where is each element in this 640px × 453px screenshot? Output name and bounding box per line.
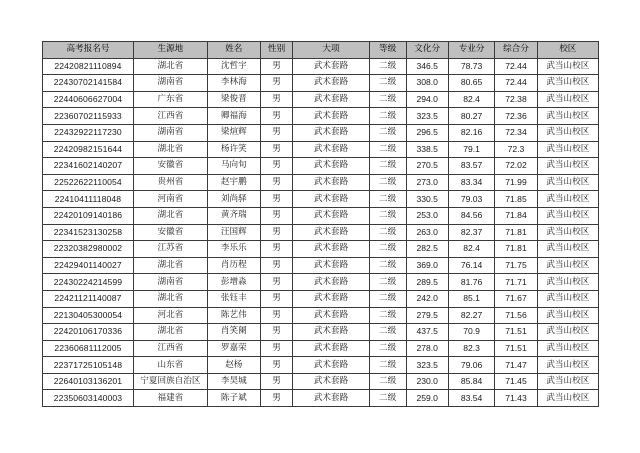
cell-culture-score: 278.0 bbox=[406, 340, 448, 357]
cell-culture-score: 323.5 bbox=[406, 357, 448, 374]
cell-major: 武术套路 bbox=[293, 241, 369, 258]
cell-professional-score: 82.4 bbox=[448, 91, 495, 108]
cell-professional-score: 83.57 bbox=[448, 158, 495, 175]
cell-name: 杨许笑 bbox=[207, 141, 260, 158]
header-level: 等级 bbox=[369, 42, 406, 59]
cell-total-score: 72.3 bbox=[495, 141, 537, 158]
cell-level: 二级 bbox=[369, 241, 406, 258]
cell-origin: 江西省 bbox=[133, 340, 207, 357]
cell-name: 陈子斌 bbox=[207, 390, 260, 407]
cell-name: 马向旬 bbox=[207, 158, 260, 175]
cell-level: 二级 bbox=[369, 257, 406, 274]
cell-major: 武术套路 bbox=[293, 158, 369, 175]
cell-culture-score: 338.5 bbox=[406, 141, 448, 158]
cell-culture-score: 253.0 bbox=[406, 207, 448, 224]
table-row bbox=[43, 307, 599, 324]
cell-campus: 武当山校区 bbox=[537, 207, 598, 224]
cell-professional-score: 80.27 bbox=[448, 108, 495, 125]
cell-name: 李林海 bbox=[207, 75, 260, 92]
cell-major: 武术套路 bbox=[293, 174, 369, 191]
cell-name: 肖历程 bbox=[207, 257, 260, 274]
cell-major: 武术套路 bbox=[293, 108, 369, 125]
table-row bbox=[43, 290, 599, 307]
cell-major: 武术套路 bbox=[293, 141, 369, 158]
cell-origin: 宁夏回族自治区 bbox=[133, 373, 207, 390]
table-row bbox=[43, 141, 599, 158]
cell-professional-score: 78.73 bbox=[448, 58, 495, 75]
cell-total-score: 72.44 bbox=[495, 75, 537, 92]
cell-origin: 河南省 bbox=[133, 191, 207, 208]
header-professional-score: 专业分 bbox=[448, 42, 495, 59]
cell-culture-score: 308.0 bbox=[406, 75, 448, 92]
cell-origin: 湖北省 bbox=[133, 141, 207, 158]
cell-level: 二级 bbox=[369, 124, 406, 141]
cell-total-score: 71.51 bbox=[495, 340, 537, 357]
cell-level: 二级 bbox=[369, 274, 406, 291]
cell-campus: 武当山校区 bbox=[537, 224, 598, 241]
cell-exam-id: 22410411118048 bbox=[43, 191, 134, 208]
cell-exam-id: 22430224214599 bbox=[43, 274, 134, 291]
table-row bbox=[43, 373, 599, 390]
cell-name: 罗嘉荣 bbox=[207, 340, 260, 357]
cell-campus: 武当山校区 bbox=[537, 124, 598, 141]
cell-gender: 男 bbox=[260, 390, 293, 407]
cell-culture-score: 437.5 bbox=[406, 324, 448, 341]
cell-exam-id: 22341602140207 bbox=[43, 158, 134, 175]
cell-level: 二级 bbox=[369, 224, 406, 241]
cell-origin: 江苏省 bbox=[133, 241, 207, 258]
table-row bbox=[43, 207, 599, 224]
cell-major: 武术套路 bbox=[293, 75, 369, 92]
cell-level: 二级 bbox=[369, 191, 406, 208]
cell-culture-score: 296.5 bbox=[406, 124, 448, 141]
table-row bbox=[43, 124, 599, 141]
table-row bbox=[43, 91, 599, 108]
cell-level: 二级 bbox=[369, 174, 406, 191]
cell-professional-score: 82.4 bbox=[448, 241, 495, 258]
cell-professional-score: 85.84 bbox=[448, 373, 495, 390]
header-origin: 生源地 bbox=[133, 42, 207, 59]
cell-exam-id: 22640103136201 bbox=[43, 373, 134, 390]
cell-name: 梁煊辉 bbox=[207, 124, 260, 141]
cell-major: 武术套路 bbox=[293, 191, 369, 208]
cell-campus: 武当山校区 bbox=[537, 324, 598, 341]
cell-campus: 武当山校区 bbox=[537, 241, 598, 258]
cell-gender: 男 bbox=[260, 58, 293, 75]
cell-major: 武术套路 bbox=[293, 274, 369, 291]
cell-campus: 武当山校区 bbox=[537, 340, 598, 357]
cell-campus: 武当山校区 bbox=[537, 75, 598, 92]
cell-gender: 男 bbox=[260, 158, 293, 175]
cell-professional-score: 82.16 bbox=[448, 124, 495, 141]
cell-gender: 男 bbox=[260, 257, 293, 274]
cell-level: 二级 bbox=[369, 307, 406, 324]
cell-exam-id: 22360681112005 bbox=[43, 340, 134, 357]
cell-gender: 男 bbox=[260, 307, 293, 324]
cell-campus: 武当山校区 bbox=[537, 158, 598, 175]
cell-professional-score: 85.1 bbox=[448, 290, 495, 307]
cell-origin: 湖北省 bbox=[133, 207, 207, 224]
cell-total-score: 71.45 bbox=[495, 373, 537, 390]
cell-campus: 武当山校区 bbox=[537, 373, 598, 390]
cell-origin: 安徽省 bbox=[133, 224, 207, 241]
cell-gender: 男 bbox=[260, 290, 293, 307]
cell-culture-score: 369.0 bbox=[406, 257, 448, 274]
cell-campus: 武当山校区 bbox=[537, 191, 598, 208]
cell-professional-score: 83.34 bbox=[448, 174, 495, 191]
cell-total-score: 71.47 bbox=[495, 357, 537, 374]
table-header bbox=[43, 42, 599, 59]
cell-gender: 男 bbox=[260, 340, 293, 357]
cell-origin: 湖北省 bbox=[133, 324, 207, 341]
cell-origin: 山东省 bbox=[133, 357, 207, 374]
cell-total-score: 71.81 bbox=[495, 241, 537, 258]
cell-origin: 湖北省 bbox=[133, 290, 207, 307]
cell-gender: 男 bbox=[260, 357, 293, 374]
cell-name: 沈哲宇 bbox=[207, 58, 260, 75]
cell-level: 二级 bbox=[369, 207, 406, 224]
cell-professional-score: 82.3 bbox=[448, 340, 495, 357]
cell-major: 武术套路 bbox=[293, 58, 369, 75]
cell-gender: 男 bbox=[260, 108, 293, 125]
cell-major: 武术套路 bbox=[293, 207, 369, 224]
cell-exam-id: 22432922117230 bbox=[43, 124, 134, 141]
admission-list-table bbox=[42, 41, 599, 407]
table-row bbox=[43, 257, 599, 274]
table-row bbox=[43, 324, 599, 341]
cell-level: 二级 bbox=[369, 91, 406, 108]
cell-exam-id: 22429401140027 bbox=[43, 257, 134, 274]
header-exam-id: 高考报名号 bbox=[43, 42, 134, 59]
cell-professional-score: 82.27 bbox=[448, 307, 495, 324]
table-row bbox=[43, 340, 599, 357]
cell-exam-id: 22420106170336 bbox=[43, 324, 134, 341]
cell-professional-score: 84.56 bbox=[448, 207, 495, 224]
cell-campus: 武当山校区 bbox=[537, 290, 598, 307]
cell-culture-score: 282.5 bbox=[406, 241, 448, 258]
cell-origin: 江西省 bbox=[133, 108, 207, 125]
cell-gender: 男 bbox=[260, 324, 293, 341]
cell-major: 武术套路 bbox=[293, 257, 369, 274]
cell-level: 二级 bbox=[369, 340, 406, 357]
cell-culture-score: 259.0 bbox=[406, 390, 448, 407]
cell-campus: 武当山校区 bbox=[537, 357, 598, 374]
cell-name: 汪国辉 bbox=[207, 224, 260, 241]
cell-exam-id: 22350603140003 bbox=[43, 390, 134, 407]
cell-gender: 男 bbox=[260, 191, 293, 208]
header-campus: 校区 bbox=[537, 42, 598, 59]
cell-gender: 男 bbox=[260, 274, 293, 291]
cell-total-score: 72.36 bbox=[495, 108, 537, 125]
cell-total-score: 72.02 bbox=[495, 158, 537, 175]
header-name: 姓名 bbox=[207, 42, 260, 59]
cell-culture-score: 289.5 bbox=[406, 274, 448, 291]
cell-exam-id: 22430702141584 bbox=[43, 75, 134, 92]
cell-gender: 男 bbox=[260, 91, 293, 108]
cell-level: 二级 bbox=[369, 75, 406, 92]
cell-total-score: 71.81 bbox=[495, 224, 537, 241]
cell-name: 肖笑阑 bbox=[207, 324, 260, 341]
cell-major: 武术套路 bbox=[293, 224, 369, 241]
cell-total-score: 71.85 bbox=[495, 191, 537, 208]
cell-professional-score: 76.14 bbox=[448, 257, 495, 274]
cell-campus: 武当山校区 bbox=[537, 174, 598, 191]
cell-culture-score: 270.5 bbox=[406, 158, 448, 175]
cell-culture-score: 263.0 bbox=[406, 224, 448, 241]
cell-total-score: 72.34 bbox=[495, 124, 537, 141]
cell-name: 黄齐瑞 bbox=[207, 207, 260, 224]
cell-professional-score: 79.03 bbox=[448, 191, 495, 208]
cell-level: 二级 bbox=[369, 390, 406, 407]
cell-name: 赵宇鹏 bbox=[207, 174, 260, 191]
table-row bbox=[43, 274, 599, 291]
cell-campus: 武当山校区 bbox=[537, 390, 598, 407]
cell-gender: 男 bbox=[260, 141, 293, 158]
cell-major: 武术套路 bbox=[293, 124, 369, 141]
cell-name: 赵杨 bbox=[207, 357, 260, 374]
table-row bbox=[43, 390, 599, 407]
cell-origin: 湖南省 bbox=[133, 124, 207, 141]
cell-major: 武术套路 bbox=[293, 390, 369, 407]
cell-exam-id: 22420109140186 bbox=[43, 207, 134, 224]
table-row bbox=[43, 75, 599, 92]
cell-professional-score: 80.65 bbox=[448, 75, 495, 92]
cell-name: 李昊城 bbox=[207, 373, 260, 390]
cell-campus: 武当山校区 bbox=[537, 274, 598, 291]
header-major: 大项 bbox=[293, 42, 369, 59]
cell-gender: 男 bbox=[260, 124, 293, 141]
cell-level: 二级 bbox=[369, 324, 406, 341]
header-total-score: 综合分 bbox=[495, 42, 537, 59]
cell-total-score: 71.99 bbox=[495, 174, 537, 191]
cell-total-score: 71.71 bbox=[495, 274, 537, 291]
table-row bbox=[43, 224, 599, 241]
cell-major: 武术套路 bbox=[293, 290, 369, 307]
table-row bbox=[43, 357, 599, 374]
cell-origin: 福建省 bbox=[133, 390, 207, 407]
cell-major: 武术套路 bbox=[293, 307, 369, 324]
cell-level: 二级 bbox=[369, 141, 406, 158]
cell-gender: 男 bbox=[260, 224, 293, 241]
table-body bbox=[43, 58, 599, 406]
cell-culture-score: 323.5 bbox=[406, 108, 448, 125]
cell-exam-id: 22130405300054 bbox=[43, 307, 134, 324]
cell-culture-score: 242.0 bbox=[406, 290, 448, 307]
table-row bbox=[43, 58, 599, 75]
cell-exam-id: 22341523130258 bbox=[43, 224, 134, 241]
cell-exam-id: 22371725105148 bbox=[43, 357, 134, 374]
table-row bbox=[43, 174, 599, 191]
cell-professional-score: 70.9 bbox=[448, 324, 495, 341]
cell-origin: 安徽省 bbox=[133, 158, 207, 175]
cell-professional-score: 83.54 bbox=[448, 390, 495, 407]
cell-origin: 湖北省 bbox=[133, 58, 207, 75]
cell-level: 二级 bbox=[369, 373, 406, 390]
cell-culture-score: 330.5 bbox=[406, 191, 448, 208]
cell-exam-id: 22360702115933 bbox=[43, 108, 134, 125]
cell-gender: 男 bbox=[260, 207, 293, 224]
cell-major: 武术套路 bbox=[293, 373, 369, 390]
cell-culture-score: 346.5 bbox=[406, 58, 448, 75]
cell-origin: 湖南省 bbox=[133, 75, 207, 92]
cell-name: 张钰丰 bbox=[207, 290, 260, 307]
cell-campus: 武当山校区 bbox=[537, 141, 598, 158]
cell-total-score: 72.38 bbox=[495, 91, 537, 108]
cell-origin: 广东省 bbox=[133, 91, 207, 108]
cell-major: 武术套路 bbox=[293, 324, 369, 341]
cell-culture-score: 279.5 bbox=[406, 307, 448, 324]
cell-professional-score: 79.06 bbox=[448, 357, 495, 374]
cell-exam-id: 22522622110054 bbox=[43, 174, 134, 191]
cell-total-score: 71.75 bbox=[495, 257, 537, 274]
header-row bbox=[43, 42, 599, 59]
cell-name: 卿福海 bbox=[207, 108, 260, 125]
cell-name: 刘尚驿 bbox=[207, 191, 260, 208]
cell-culture-score: 273.0 bbox=[406, 174, 448, 191]
cell-origin: 湖北省 bbox=[133, 257, 207, 274]
cell-level: 二级 bbox=[369, 158, 406, 175]
cell-level: 二级 bbox=[369, 357, 406, 374]
cell-exam-id: 22320382980002 bbox=[43, 241, 134, 258]
cell-total-score: 71.84 bbox=[495, 207, 537, 224]
cell-exam-id: 22440606627004 bbox=[43, 91, 134, 108]
cell-level: 二级 bbox=[369, 108, 406, 125]
table-row bbox=[43, 191, 599, 208]
cell-gender: 男 bbox=[260, 174, 293, 191]
cell-culture-score: 294.0 bbox=[406, 91, 448, 108]
cell-exam-id: 22420821110894 bbox=[43, 58, 134, 75]
table-row bbox=[43, 241, 599, 258]
cell-professional-score: 79.1 bbox=[448, 141, 495, 158]
cell-gender: 男 bbox=[260, 75, 293, 92]
cell-campus: 武当山校区 bbox=[537, 91, 598, 108]
header-gender: 性别 bbox=[260, 42, 293, 59]
cell-gender: 男 bbox=[260, 373, 293, 390]
cell-origin: 湖南省 bbox=[133, 274, 207, 291]
cell-total-score: 72.44 bbox=[495, 58, 537, 75]
cell-total-score: 71.56 bbox=[495, 307, 537, 324]
cell-name: 梁俊晋 bbox=[207, 91, 260, 108]
cell-gender: 男 bbox=[260, 241, 293, 258]
cell-level: 二级 bbox=[369, 58, 406, 75]
table-row bbox=[43, 108, 599, 125]
cell-culture-score: 230.0 bbox=[406, 373, 448, 390]
cell-total-score: 71.43 bbox=[495, 390, 537, 407]
cell-name: 彭增淼 bbox=[207, 274, 260, 291]
cell-campus: 武当山校区 bbox=[537, 108, 598, 125]
cell-origin: 贵州省 bbox=[133, 174, 207, 191]
cell-exam-id: 22421121140087 bbox=[43, 290, 134, 307]
cell-major: 武术套路 bbox=[293, 340, 369, 357]
cell-campus: 武当山校区 bbox=[537, 257, 598, 274]
cell-origin: 河北省 bbox=[133, 307, 207, 324]
header-culture-score: 文化分 bbox=[406, 42, 448, 59]
cell-level: 二级 bbox=[369, 290, 406, 307]
cell-campus: 武当山校区 bbox=[537, 307, 598, 324]
cell-total-score: 71.67 bbox=[495, 290, 537, 307]
cell-major: 武术套路 bbox=[293, 91, 369, 108]
cell-total-score: 71.51 bbox=[495, 324, 537, 341]
table-row bbox=[43, 158, 599, 175]
cell-name: 陈艺伟 bbox=[207, 307, 260, 324]
cell-professional-score: 82.37 bbox=[448, 224, 495, 241]
cell-exam-id: 22420982151644 bbox=[43, 141, 134, 158]
cell-major: 武术套路 bbox=[293, 357, 369, 374]
cell-professional-score: 81.76 bbox=[448, 274, 495, 291]
cell-campus: 武当山校区 bbox=[537, 58, 598, 75]
cell-name: 李乐乐 bbox=[207, 241, 260, 258]
